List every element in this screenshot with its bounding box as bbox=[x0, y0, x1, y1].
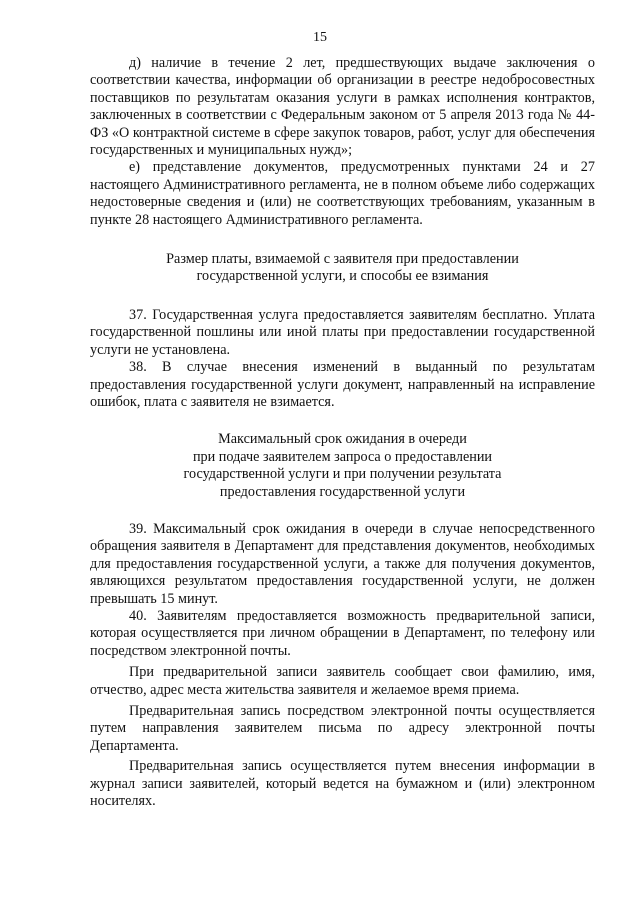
section-heading-fee-line1: Размер платы, взимаемой с заявителя при предоставлении bbox=[166, 251, 519, 268]
paragraph-37: 37. Государственная услуга предоставляется заявителям бесплатно. Уплата государственной пошлины или иной платы при предоставлении государственной услуги не установлена. bbox=[90, 306, 595, 358]
item-d: д) наличие в течение 2 лет, предшествующих выдаче заключения о соответствии качества, информации об организации в реестре недобросовестных поставщиков по результатам оказания услуги в рамках исполнения контрактов, заключенных в соответствии с Федеральным законом от 5 апреля 2013 года № 44-ФЗ «О контрактной системе в сфере закупок товаров, работ, услуг для обеспечения государственных и муниципальных нужд»; bbox=[90, 55, 595, 159]
paragraph-40: 40. Заявителям предоставляется возможность предварительной записи, которая осуществляется при личном обращении в Департамент, по телефону или посредством электронной почты. bbox=[90, 607, 595, 659]
paragraph-40-c: Предварительная запись осуществляется путем внесения информации в журнал записи заявителей, который ведется на бумажном и (или) электронном носителях. bbox=[90, 758, 595, 810]
page-body bbox=[90, 55, 595, 810]
section-heading-fee bbox=[90, 251, 595, 286]
paragraph-40-b: Предварительная запись посредством электронной почты осуществляется путем направления заявителем письма по адресу электронной почты Департамента. bbox=[90, 703, 595, 754]
section-heading-fee-line2: государственной услуги, и способы ее взимания bbox=[196, 268, 489, 285]
item-e: е) представление документов, предусмотренных пунктами 24 и 27 настоящего Административного регламента, не в полном объеме либо содержащих недостоверные сведения и (или) не соответствующих требованиям, указанным в пункте 28 настоящего Административного регламента. bbox=[90, 159, 595, 228]
section-heading-queue-line4: предоставления государственной услуги bbox=[219, 483, 466, 500]
section-heading-queue-line3: государственной услуги и при получении результата bbox=[183, 466, 502, 483]
section-heading-queue bbox=[90, 431, 595, 501]
section-heading-queue-line1: Максимальный срок ожидания в очереди bbox=[218, 431, 467, 448]
section-heading-queue-line2: при подаче заявителем запроса о предоставлении bbox=[192, 448, 493, 465]
paragraph-38: 38. В случае внесения изменений в выданный по результатам предоставления государственной услуги документ, направленный на исправление ошибок, плата с заявителя не взимается. bbox=[90, 359, 595, 410]
paragraph-40-a: При предварительной записи заявитель сообщает свои фамилию, имя, отчество, адрес места жительства заявителя и желаемое время приема. bbox=[90, 664, 595, 698]
paragraph-39: 39. Максимальный срок ожидания в очереди в случае непосредственного обращения заявителя в Департамент для представления документов, необходимых для предоставления государственной услуги, а также для получения документов, являющихся результатом предоставления государственной услуги, не должен превышать 15 минут. bbox=[90, 520, 595, 607]
page-number: 15 bbox=[313, 30, 327, 45]
